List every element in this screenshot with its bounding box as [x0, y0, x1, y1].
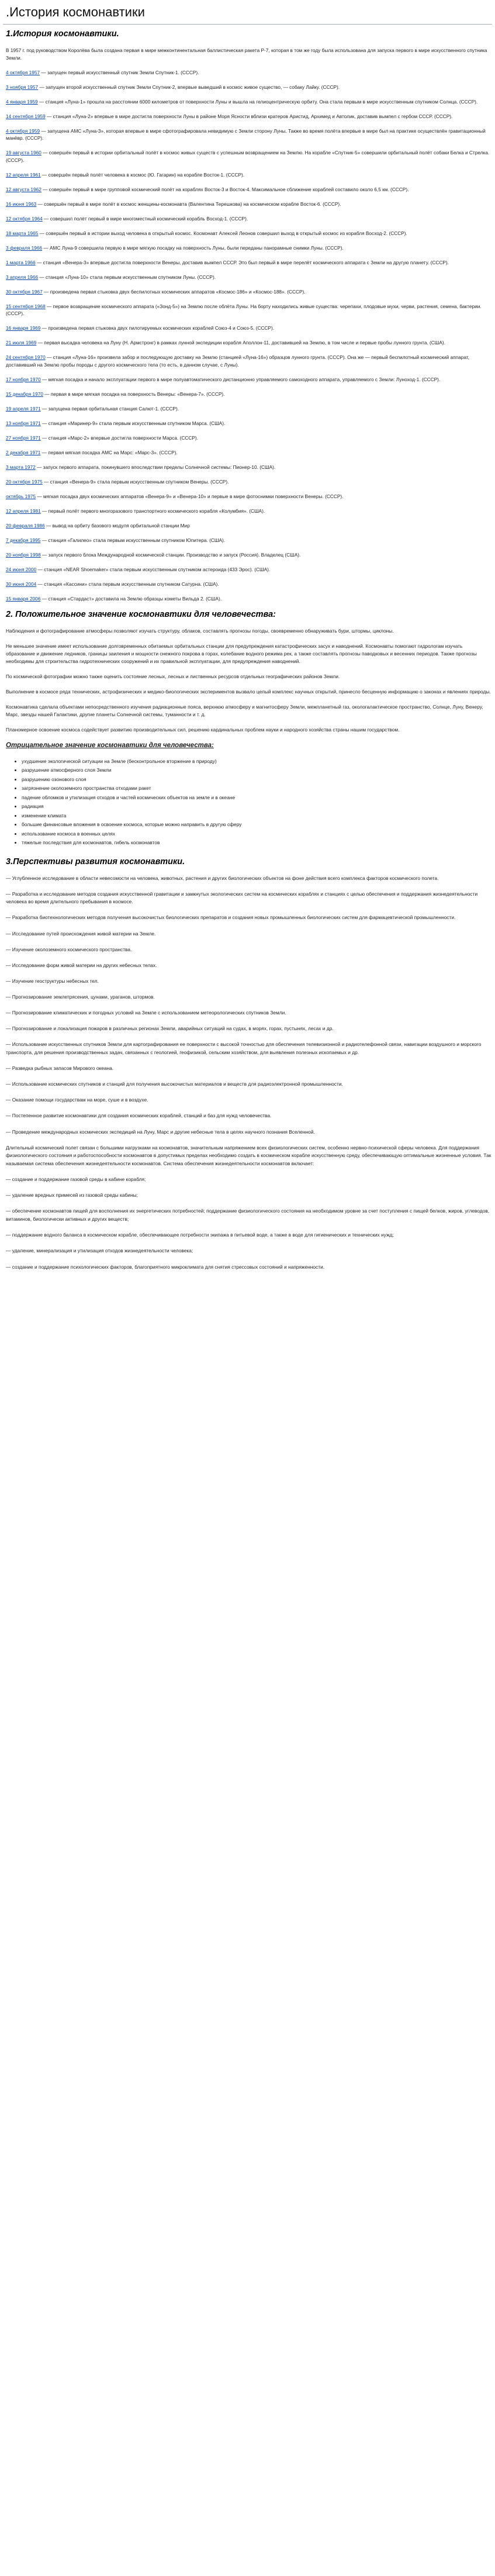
history-event: [6, 113, 492, 120]
history-event: [6, 244, 492, 252]
prospects-paragraph: — поддержание водного баланса в космическом корабле, обеспечивающее потребности экипажа в питьевой воде, а также в воде для гигиенических и технических нужд;: [6, 1232, 394, 1238]
history-event-date-link[interactable]: 24 июня 2000: [6, 566, 37, 572]
history-event-date-link[interactable]: 4 октября 1959: [6, 127, 40, 134]
article: [0, 0, 495, 1271]
section-negative-heading: Отрицательное значение космонавтики для человечества:: [6, 741, 214, 749]
history-event-date-link[interactable]: 15 сентября 1968: [6, 303, 46, 309]
history-event-date-link[interactable]: 21 июля 1969: [6, 340, 37, 346]
history-event: [6, 259, 492, 267]
history-event-text: — произведена первая стыковка двух пилотируемых космических кораблей Союз-4 и Союз-5. (СССР).: [40, 325, 275, 331]
history-event-text: — вывод на орбиту базового модуля орбитальной станции Мир: [44, 522, 190, 529]
history-event-date-link[interactable]: 30 июня 2004: [6, 581, 37, 587]
history-event: [6, 215, 492, 223]
history-event-text: — совершён первый в мире групповой космический полёт на кораблях Восток-3 и Восток-4. Максимальное сближение кораблей составило около 6,5 км. (СССР).: [41, 186, 409, 192]
positive-paragraph: По космической фотографии можно также оценить состояние лесных, лесных и лиственных ресурсов отдельных географических районов Земли.: [6, 673, 340, 679]
history-event: [6, 98, 492, 106]
history-event: [6, 566, 492, 574]
negative-list-item: • большие финансовые вложения в освоение космоса, которые можно направить в другую сферу: [22, 820, 492, 830]
section-positive-heading: 2. Положительное значение космонавтики для человечества:: [6, 609, 276, 619]
history-event-list: [3, 69, 492, 603]
history-event-date-link[interactable]: 24 сентября 1970: [6, 354, 46, 360]
history-event: [6, 324, 492, 332]
history-event: [6, 537, 492, 544]
history-event-text: — запущен второй искусственный спутник Земли Спутник-2, впервые выведший в космос живое существо, — собаку Лайку. (СССР).: [38, 84, 340, 90]
history-event-date-link[interactable]: 4 октября 1957: [6, 69, 40, 75]
history-event-text: — мягкая посадка и начало эксплуатации первого в мире полуавтоматического дистанционно управляемого самоходного аппарата, управляемого с Земли: Луноход-1. (СССР).: [40, 376, 441, 382]
history-event: [6, 171, 492, 179]
prospects-paragraph: — удаление, минерализация и утилизация отходов жизнедеятельности человека;: [6, 1248, 193, 1254]
history-event: [6, 493, 492, 500]
history-event-text: — первая мягкая посадка АМС на Марс: «Марс-3». (СССР).: [40, 449, 178, 455]
negative-list-item: • загрязнение околоземного пространства отходами ракет: [22, 784, 492, 793]
history-event-date-link[interactable]: 18 марта 1965: [6, 230, 39, 236]
negative-list-item: • разрушению озонового слоя: [22, 775, 492, 785]
history-event-text: — первый полёт первого многоразового транспортного космического корабля «Колумбия». (США).: [40, 507, 265, 514]
prospects-paragraph: — создание и поддержание психологических факторов, благоприятного микроклимата для снятия стрессовых состояний и напряженности.: [6, 1263, 325, 1270]
history-event: [6, 69, 492, 77]
history-event-date-link[interactable]: 13 ноября 1971: [6, 420, 41, 426]
history-event-text: — совершён первый в истории выход человека в открытый космос. Космонавт Алексей Леонов совершил выход в открытый космос из корабля Восход-2. (СССР).: [38, 230, 407, 236]
history-event: [6, 127, 492, 142]
positive-paragraph: Планомерное освоение космоса содействует развитию производительных сил, решению кардинальных проблем науки и народного хозяйства страны нашим государством.: [6, 726, 400, 733]
page-title: .История космонавтики: [3, 0, 492, 25]
section-negative: [3, 742, 492, 848]
history-event-text: — станция «Галилео» стала первым искусственным спутником Юпитера. (США).: [40, 537, 226, 543]
history-event: [6, 354, 492, 368]
prospects-paragraph: — Использование искусственных спутников Земли для картографирования ее поверхности с высокой точностью для обеспечения телевизионной и радиотелефонной связи, навигации воздушного и морского транспорта, для решения производственных задач, связанных с геологией, геофизикой, сельским хозяйством, для выявления полезных ископаемых и др.: [6, 1041, 482, 1056]
history-event-text: — первая высадка человека на Луну (Н. Армстронг) в рамках лунной экспедиции корабля Аполлон-11, доставившей на Землю, в том числе и первые пробы лунного грунта. (США).: [36, 340, 446, 346]
history-event-date-link[interactable]: 3 ноября 1957: [6, 84, 39, 90]
history-event: [6, 434, 492, 442]
negative-list-item: • ухудшение экологической ситуации на Земле (бесконтрольное вторжение в природу): [22, 757, 492, 766]
history-event-text: — станция «Стардаст» доставила на Землю образцы кометы Вильда 2. (США).: [40, 595, 222, 602]
prospects-paragraph: — Углубленное исследование в области невесомости на человека, животных, растения и других биологических объектов на фоне действия всего комплекса факторов космического полета.: [6, 875, 439, 881]
history-event: [6, 478, 492, 486]
history-event: [6, 405, 492, 413]
prospects-paragraph: — Исследование путей происхождения живой материи на Земле.: [6, 930, 156, 937]
history-event-date-link[interactable]: 3 апреля 1966: [6, 274, 39, 280]
prospects-list: [3, 875, 492, 1272]
prospects-paragraph: — Исследование форм живой материи на других небесных телах.: [6, 962, 157, 968]
history-event-text: — первая в мире мягкая посадка на поверхность Венеры: «Венера-7». (СССР).: [43, 391, 225, 397]
history-event-text: — мягкая посадка двух космических аппаратов «Венера-9» и «Венера-10» и первые в мире фотоснимки поверхности Венеры. (СССР).: [36, 493, 344, 499]
history-event-text: — АМС Луна-9 совершила первую в мире мягкую посадку на поверхность Луны, были переданы панорамные снимки Луны. (СССР).: [42, 244, 344, 251]
history-event-text: — совершён первый в истории орбитальный полёт в космос живых существ с успешным возвращением на Землю. На корабле «Спутник-5» совершили орбитальный полёт собаки Белка и Стрелка. (СССР).: [6, 150, 490, 163]
prospects-paragraph: — Разработка и исследование методов создания искусственной гравитации и замкнутых экологических систем на космических кораблях и станциях с целью обеспечения и поддержания жизнедеятельности человека во время длительного пребывания в космосе.: [6, 890, 478, 905]
section-history: [3, 29, 492, 602]
history-event-text: — запуск первого аппарата, покинувшего впоследствии пределы Солнечной системы: Пионер-10. (США).: [35, 464, 276, 470]
history-event: [6, 84, 492, 91]
history-event-date-link[interactable]: 16 июня 1963: [6, 201, 37, 207]
history-event: [6, 595, 492, 603]
history-event: [6, 376, 492, 384]
history-event: [6, 449, 492, 457]
positive-paragraph: Космонавтика сделала объектами непосредственного изучения радиационные пояса, верхнюю атмосферу и магнитосферу Земли, межпланетный газ, окологалактическое пространство, Солнце, Луну, Венеру, Марс, звезды нашей Галактики, другие планеты Солнечной системы, туманности и т. д.: [6, 703, 483, 717]
positive-paragraph: Выполнение в космосе ряда технических, астрофизических и медико-биологических экспериментов вызвало целый комплекс научных открытий, принесло бесценную информацию о законах и явлениях природы.: [6, 688, 491, 695]
history-event: [6, 230, 492, 237]
history-event-text: — совершён первый в мире полёт в космос женщины-космонавта (Валентина Терешкова) на космическом корабле Восток-6. (СССР).: [36, 201, 341, 207]
history-event-text: — станция «Кассини» стала первым искусственным спутником Сатурна. (США).: [36, 581, 219, 587]
history-event-date-link[interactable]: 30 октября 1967: [6, 288, 43, 295]
history-event: [6, 186, 492, 194]
history-event-text: — совершён первый полёт человека в космос (Ю. Гагарин) на корабле Восток-1. (СССР).: [40, 171, 245, 178]
history-intro: В 1957 г. под руководством Королёва была создана первая в мире межконтинентальная баллистическая ракета Р-7, которая в том же году была использована для запуска первого в мире искусственного спутника Земли.: [6, 47, 487, 61]
negative-list-item: • падение обломков и утилизация отходов и частей космических объектов на земле и в океане: [22, 793, 492, 803]
history-event-date-link[interactable]: 12 октября 1964: [6, 215, 43, 222]
negative-list-item: • изменение климата: [22, 812, 492, 821]
prospects-paragraph: — Разработка биотехнологических методов получения высокочистых биологических препаратов и создания новых промышленных биологических систем для фармацевтической промышленности.: [6, 914, 456, 921]
history-event-date-link[interactable]: 19 августа 1960: [6, 150, 41, 156]
history-event: [6, 507, 492, 515]
negative-list: [13, 757, 492, 848]
section-history-heading: 1.История космонавтики.: [6, 29, 119, 39]
history-event-date-link[interactable]: 14 сентября 1959: [6, 113, 46, 119]
prospects-paragraph: — Оказание помощи государствам на море, суше и в воздухе.: [6, 1097, 148, 1103]
history-event-date-link[interactable]: 7 декабря 1995: [6, 537, 41, 543]
history-event-date-link[interactable]: 27 ноября 1971: [6, 434, 41, 441]
history-event-date-link[interactable]: 3 марта 1972: [6, 464, 36, 470]
history-event-date-link[interactable]: 2 декабря 1971: [6, 449, 41, 455]
section-prospects: [3, 857, 492, 1272]
history-event-date-link[interactable]: 3 февраля 1966: [6, 244, 43, 251]
history-event-text: — станция «NEAR Shoemaker» стала первым искусственным спутником астероида (433 Эрос). (США).: [36, 566, 271, 572]
history-event-date-link[interactable]: 20 октября 1975: [6, 478, 43, 485]
history-event-date-link[interactable]: 15 января 2006: [6, 595, 41, 602]
section-positive: [3, 610, 492, 734]
history-event-text: — станция «Венера-3» впервые достигла поверхности Венеры, доставив вымпел СССР. Это был первый в мире перелёт космического аппарата с Земли на другую планету. (СССР).: [35, 259, 449, 265]
history-event-date-link[interactable]: 20 ноября 1998: [6, 551, 41, 558]
prospects-paragraph: — создание и поддержание газовой среды в кабине корабля;: [6, 1176, 146, 1183]
history-event-text: — запуск первого блока Международной космической станции. Производство и запуск (Россия). Владелец (США).: [40, 551, 301, 558]
history-event: [6, 581, 492, 588]
history-event-date-link[interactable]: октябрь 1975: [6, 493, 36, 499]
history-event-text: — станция «Венера-9» стала первым искусственным спутником Венеры. (СССР).: [42, 478, 229, 485]
prospects-paragraph: — Прогнозирование климатических и погодных условий на Земле с использованием метеорологических спутников Земли.: [6, 1010, 286, 1016]
history-event-text: — совершил полёт первый в мире многоместный космический корабль Восход-1. (СССР).: [42, 215, 248, 222]
history-event-text: — станция «Луна-10» стала первым искусственным спутником Луны. (СССР).: [38, 274, 216, 280]
history-event: [6, 391, 492, 398]
positive-paragraph: Не меньшее значение имеет использование долговременных обитаемых орбитальных станции для предупреждения катастрофических засух и наводнений. Космонавты помогают гидрологам изучать образование и движение ледников, границы заиления и мощности снежного покрова в горах, колебание водного режима рек, а также составлять прогнозы паводковых и весенних периодов. Также прогнозы необходимы для строительства гидротехнических сооружений и их правильной эксплуатации, для предупреждения наводнений.: [6, 643, 477, 664]
history-event-date-link[interactable]: 15 декабря 1970: [6, 391, 43, 397]
section-prospects-heading: 3.Перспективы развития космонавтики.: [6, 857, 185, 866]
prospects-paragraph: — Разведка рыбных запасов Мирового океана.: [6, 1065, 114, 1072]
negative-list-item: • радиация: [22, 802, 492, 812]
prospects-paragraph: — обеспечение космонавтов пищей для восполнения их энергетических потребностей; поддержание физиологического состояния на необходимом уровне за счет поступления с пищей белков, жиров, углеводов, витаминов, биологически активных и других веществ;: [6, 1208, 490, 1223]
prospects-paragraph: — Использование космических спутников и станций для получения высокочистых материалов и веществ для радиоэлектронной промышленности.: [6, 1081, 343, 1087]
history-event-text: — произведена первая стыковка двух беспилотных космических аппаратов «Космос-186» и «Космос-188». (СССР).: [42, 288, 306, 295]
history-event-date-link[interactable]: 16 января 1969: [6, 325, 41, 331]
history-event-text: — станция «Маринер-9» стала первым искусственным спутником Марса. (США).: [40, 420, 226, 426]
history-event-text: — станция «Марс-2» впервые достигла поверхности Марса. (СССР).: [40, 434, 199, 441]
negative-list-item: • разрушение атмосферного слоя Земли: [22, 766, 492, 775]
history-event-date-link[interactable]: 1 марта 1966: [6, 259, 36, 265]
history-event: [6, 201, 492, 208]
history-event-date-link[interactable]: 12 апреля 1981: [6, 507, 41, 514]
prospects-paragraph: — удаление вредных примесей из газовой среды кабины;: [6, 1192, 138, 1199]
history-event: [6, 522, 492, 530]
history-event: [6, 339, 492, 347]
history-event-text: — запущена АМС «Луна-3», которая впервые в мире сфотографировала невидимую с Земли сторону Луны. Также во время полёта впервые в мире был на практике осуществлён гравитационный манёвр. (СССР).: [6, 127, 486, 141]
history-event-date-link[interactable]: 12 августа 1962: [6, 186, 41, 192]
prospects-paragraph: — Прогнозирование и локализация пожаров в различных регионах Земли, аварийных ситуаций на судах, в морях, горах, пустынях, лесах и др.: [6, 1025, 334, 1032]
prospects-paragraph: — Прогнозирование землетрясения, цунами, ураганов, штормов.: [6, 993, 155, 1000]
prospects-paragraph: — Постепенное развитие космонавтики для создания космических кораблей, станций и баз для нужд человечества.: [6, 1113, 272, 1119]
prospects-paragraph: — Изучение околоземного космического пространства.: [6, 946, 132, 952]
positive-paragraph: Наблюдения и фотографирование атмосферы позволяют изучать структуру, облаков, составлять прогнозы погоды, своевременно обнаруживать бури, штормы, циклоны.: [6, 627, 394, 634]
history-event: [6, 274, 492, 281]
history-event-text: — станция «Луна-16» произвела забор и последующую доставку на Землю (станцией «Луна-16») образцов лунного грунта. (СССР). Она же — первый беспилотный космический аппарат, доставивший на Землю пробы породы с другого космического тела (то есть, в данном случае, с Луны).: [6, 354, 469, 368]
prospects-paragraph: — Изучение геоструктуры небесных тел.: [6, 978, 99, 984]
history-event-date-link[interactable]: 17 ноября 1970: [6, 376, 41, 382]
prospects-paragraph: Длительный космический полет связан с большими нагрузками на космонавтов, значительным напряжением всех физиологических систем, особенно нервно-психической сферы человека. Для поддержания физиологического состояния и работоспособности космонавтов в допустимых пределах необходимо создать в космическом корабле искусственную среду, обеспечивающую оптимальные жизненные условия. Так называемая система обеспечения жизнедеятельности космонавтов. Система обеспечения жизнедеятельности космонавтов включает:: [6, 1144, 491, 1167]
history-event: [6, 551, 492, 559]
negative-list-item: • использование космоса в военных целях: [22, 830, 492, 839]
history-event: [6, 149, 492, 164]
history-event-date-link[interactable]: 4 января 1959: [6, 98, 38, 105]
prospects-paragraph: — Проведение международных космических экспедиций на Луну, Марс и другие небесные тела в целях научного познания Вселенной.: [6, 1128, 315, 1135]
history-event: [6, 288, 492, 296]
history-event: [6, 464, 492, 471]
history-event: [6, 303, 492, 317]
history-event-text: — станция «Луна-1» прошла на расстоянии 6000 километров от поверхности Луны и вышла на гелиоцентрическую орбиту. Она стала первым в мире искусственным спутником Солнца. (СССР).: [37, 98, 478, 105]
history-event: [6, 420, 492, 427]
history-event-date-link[interactable]: 19 апреля 1971: [6, 405, 41, 412]
history-event-text: — первое возвращение космического аппарата («Зонд-5») на Землю после облёта Луны. На борту находились живые существа: черепахи, плодовые мухи, черви, растения, семена, бактерии. (СССР).: [6, 303, 482, 316]
history-event-date-link[interactable]: 20 февраля 1986: [6, 522, 45, 529]
negative-list-item: • тяжелые последствия для космонавтов, гибель космонавтов: [22, 838, 492, 848]
history-event-text: — запущена первая орбитальная станция Салют-1. (СССР).: [40, 405, 179, 412]
history-event-date-link[interactable]: 12 апреля 1961: [6, 171, 41, 178]
history-event-text: — запущен первый искусственный спутник Земли Спутник-1. (СССР).: [40, 69, 199, 75]
history-event-text: — станция «Луна-2» впервые в мире достигла поверхности Луны в районе Моря Ясности вблизи кратеров Аристид, Архимед и Автолик, доставив вымпел с гербом СССР. (СССР).: [45, 113, 453, 119]
